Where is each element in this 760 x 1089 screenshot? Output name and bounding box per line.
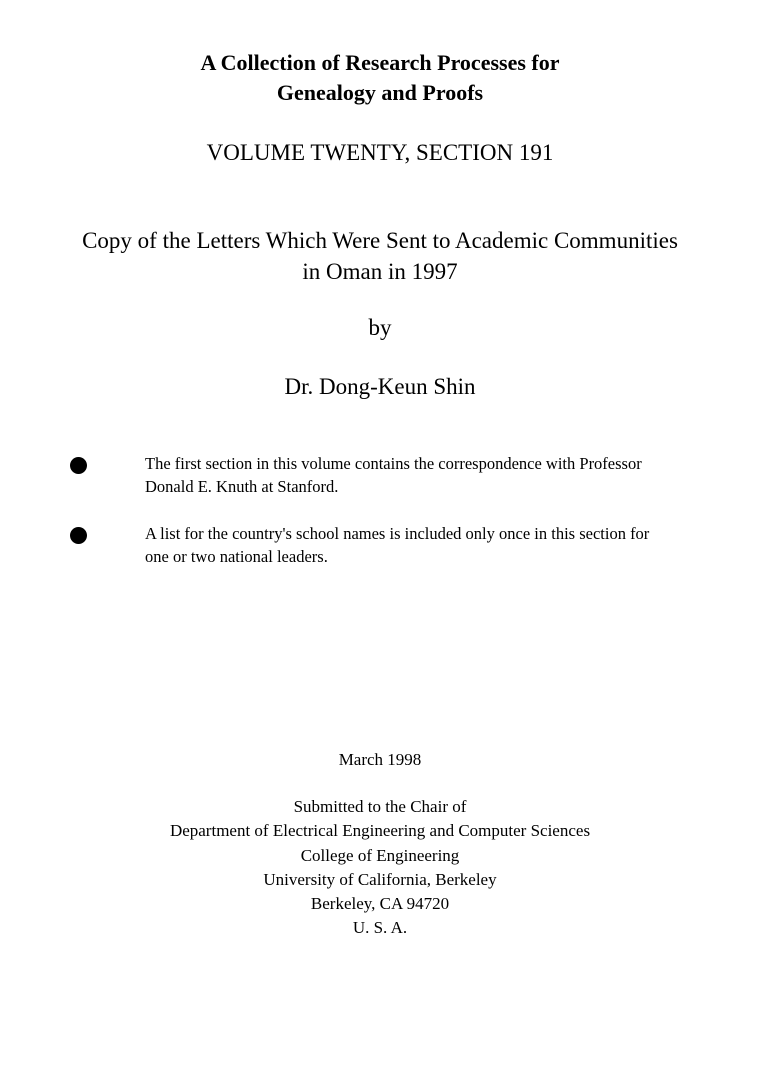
submission-line: U. S. A.: [352, 918, 408, 938]
bullet-icon: [70, 527, 87, 544]
note-line: Donald E. Knuth at Stanford.: [145, 477, 339, 496]
note-line: A list for the country's school names is included only once in this section for: [145, 524, 650, 543]
document-title: [0, 48, 760, 108]
bullet-icon: [70, 457, 87, 474]
submission-line: University of California, Berkeley: [263, 869, 497, 889]
list-item: [0, 522, 760, 592]
notes-list: [0, 452, 760, 592]
subject-line-2: in Oman in 1997: [302, 259, 458, 284]
document-date: March 1998: [338, 750, 422, 769]
volume-heading: VOLUME TWENTY, SECTION 191: [206, 140, 554, 165]
submission-line: College of Engineering: [300, 845, 460, 865]
document-subject: [0, 225, 760, 287]
submission-line: Berkeley, CA 94720: [310, 894, 450, 914]
list-item: [0, 452, 760, 522]
title-line-2: Genealogy and Proofs: [276, 80, 484, 105]
by-label: by: [368, 315, 392, 340]
subject-line-1: Copy of the Letters Which Were Sent to Academic Communities: [82, 228, 678, 253]
title-line-1: A Collection of Research Processes for: [200, 50, 560, 75]
submission-block: [0, 795, 760, 941]
note-text: [145, 522, 720, 568]
submission-line: Department of Electrical Engineering and Computer Sciences: [169, 821, 591, 841]
submission-line: Submitted to the Chair of: [293, 797, 467, 816]
author-name: Dr. Dong-Keun Shin: [284, 374, 476, 399]
note-line: one or two national leaders.: [145, 547, 328, 566]
note-text: [145, 452, 720, 498]
note-line: The first section in this volume contains the correspondence with Professor: [145, 454, 642, 473]
